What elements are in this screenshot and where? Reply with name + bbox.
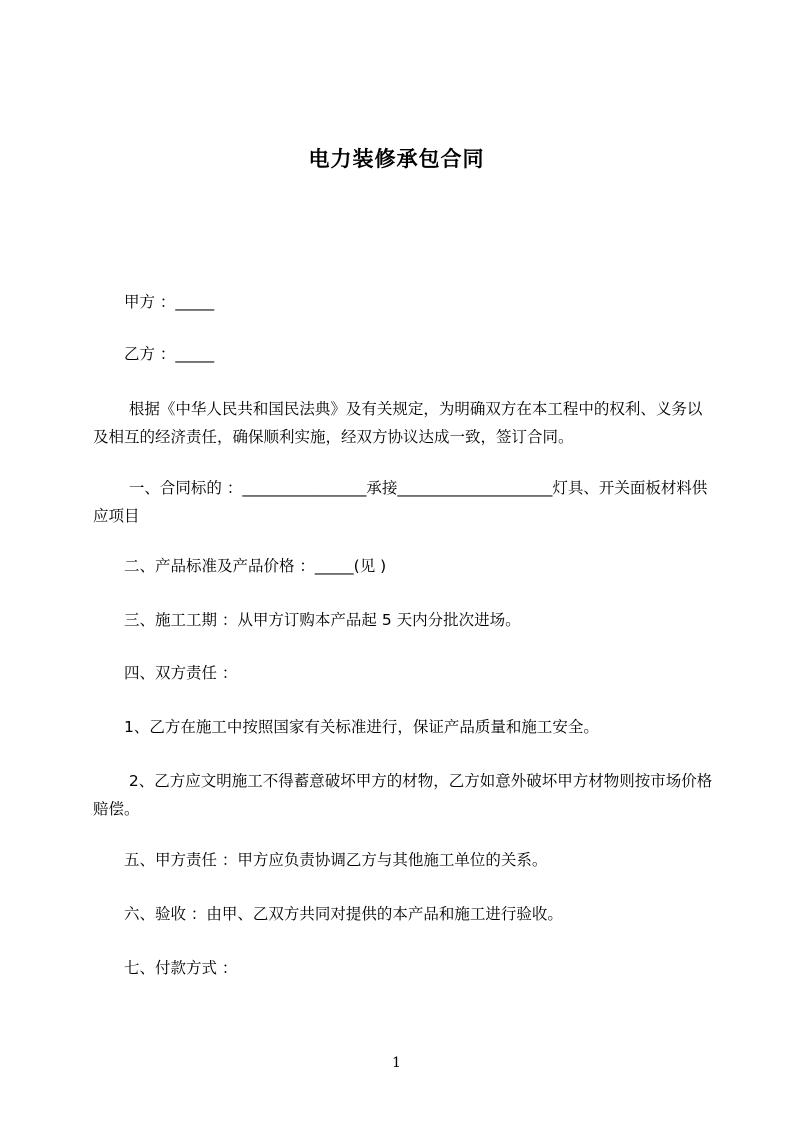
clause-4-item-1: 1、乙方在施工中按照国家有关标准进行，保证产品质量和施工安全。 (93, 718, 599, 736)
party-b-line: 乙方 ：_____ (93, 345, 215, 363)
clause-2-standard-price: 二、产品标准及产品价格 ：_____(见 ) (93, 557, 387, 575)
clause-4-responsibilities: 四、双方责任 ： (93, 664, 238, 682)
clause-4-item-2: 2、乙方应文明施工不得蓄意破坏甲方的材物，乙方如意外破坏甲方材物则按市场价格赔偿。 (93, 772, 713, 818)
page-number: 1 (392, 1055, 401, 1071)
preamble-paragraph: 根据《中华人民共和国民法典》及有关规定，为明确双方在本工程中的权利、义务以及相互的经济责任，确保顺利实施，经双方协议达成一致，签订合同。 (93, 400, 703, 446)
clause-1-subject: 一、合同标的 ：________________承接____________________灯具、开关面板材料供应项目 (93, 479, 708, 525)
clause-7-payment: 七、付款方式 ： (93, 959, 238, 977)
clause-3-schedule: 三、施工工期 ：从甲方订购本产品起 5 天内分批次进场。 (93, 611, 521, 629)
clause-6-acceptance: 六、验收 ：由甲、乙双方共同对提供的本产品和施工进行验收。 (93, 905, 563, 923)
party-a-line: 甲方 ：_____ (93, 293, 215, 311)
document-title: 电力装修承包合同 (308, 147, 485, 171)
clause-5-party-a-duty: 五、甲方责任 ：甲方应负责协调乙方与其他施工单位的关系。 (93, 851, 548, 869)
